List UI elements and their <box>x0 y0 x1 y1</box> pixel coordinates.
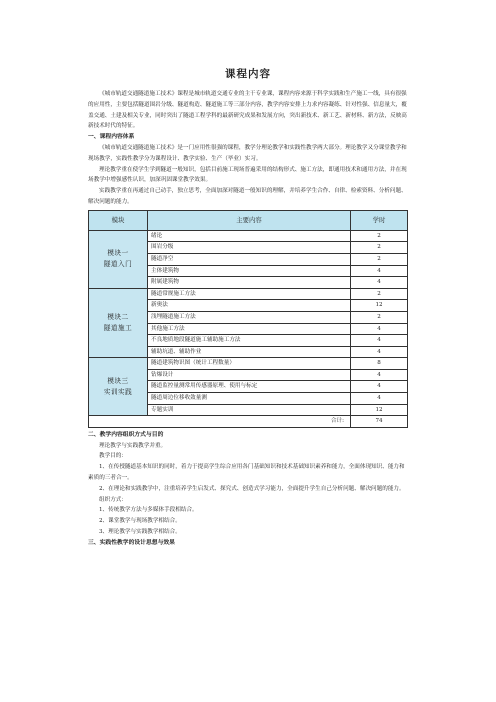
content-cell: 辅助坑道、辅助作业 <box>148 346 351 358</box>
hours-cell: 2 <box>351 288 408 300</box>
section-3-heading: 三、实践性教学的设计思想与效果 <box>88 539 175 546</box>
hours-cell: 2 <box>351 311 408 323</box>
content-cell: 主体建筑物 <box>148 265 351 277</box>
content-cell: 绪论 <box>148 230 351 242</box>
section-2-item-1: 1、在传授隧道基本知识的同时，着力于提高学生综合应用各门基础知识和技术基础知识素养和能力，全面体现知识、能力和素质的三者合一。 <box>88 464 405 482</box>
hours-cell: 4 <box>351 323 408 335</box>
course-content-table <box>88 210 408 428</box>
hours-cell: 12 <box>351 300 408 312</box>
page-title: 课程内容 <box>225 68 271 80</box>
content-cell: 不良地质地段隧道施工辅助施工方法 <box>148 335 351 347</box>
header-hours: 学时 <box>351 210 408 230</box>
content-cell: 隧道常规施工方法 <box>148 288 351 300</box>
section-2-heading: 二、教学内容组织方式与目的 <box>88 431 164 438</box>
hours-cell: 4 <box>351 381 408 393</box>
content-cell: 浅埋隧道施工方法 <box>148 311 351 323</box>
table-body <box>89 230 408 427</box>
section-2-item-2: 2、在理论和实践教学中，注重培养学生启发式、探究式、创造式学习能力，全面提升学生自己分析问题、解决问题的能力。 <box>99 485 405 492</box>
hours-cell: 8 <box>351 358 408 370</box>
module-name-cell: 模块二 隧道施工 <box>89 288 148 358</box>
content-cell: 钻爆设计 <box>148 369 351 381</box>
content-cell: 新奥法 <box>148 300 351 312</box>
hours-cell: 4 <box>351 265 408 277</box>
section-2-line-1: 理论教学与实践教学并重。 <box>99 442 167 449</box>
table-row <box>89 358 408 370</box>
section-1-paragraph-3: 实践教学重在再通过自己动手，独立思考，全面加深对隧道一般知识的理解，并培养学生合作、自律、检索资料、分析问题、解决问题的能力。 <box>88 188 407 205</box>
section-2-org-2: 2、课堂教学与现场教学相结合。 <box>99 518 181 525</box>
content-cell: 隧道周边位移收敛量测 <box>148 393 351 405</box>
table-total-row <box>89 416 408 428</box>
module-name-cell: 模块一 隧道入门 <box>89 230 148 288</box>
table-row <box>89 230 408 242</box>
hours-cell: 2 <box>351 253 408 265</box>
hours-cell: 4 <box>351 335 408 347</box>
content-cell: 隧道监控量测常用传感器原理、使用与标定 <box>148 381 351 393</box>
hours-cell: 2 <box>351 230 408 242</box>
table-row <box>89 288 408 300</box>
section-2-line-3: 组织方式： <box>99 496 127 503</box>
hours-cell: 4 <box>351 369 408 381</box>
content-cell: 围岩分级 <box>148 242 351 254</box>
content-cell: 专题实训 <box>148 404 351 416</box>
header-module: 模块 <box>89 210 148 230</box>
hours-cell: 12 <box>351 404 408 416</box>
total-value: 74 <box>351 416 408 428</box>
module-name-cell: 模块三 实训实践 <box>89 358 148 416</box>
table-header-row <box>89 210 408 230</box>
section-1-paragraph-2: 理论教学重在使学生学到隧道一般知识，包括目前施工现场普遍采用的结构形式、施工方法，即通用技术和通用方法，并在现场教学中增强感性认识，加深巩固课堂教学效果。 <box>88 166 407 184</box>
hours-cell: 2 <box>351 242 408 254</box>
section-2-org-3: 3、理论教学与实践教学相结合。 <box>99 529 181 536</box>
section-2-org-1: 1、传统教学方法与多媒体手段相结合。 <box>99 507 198 514</box>
content-cell: 附属建筑物 <box>148 277 351 289</box>
header-content: 主要内容 <box>148 210 351 230</box>
content-cell: 隧道建筑物识图（统计工程数量） <box>148 358 351 370</box>
section-1-paragraph-1: 《城市轨道交通隧道施工技术》是一门应用性很强的课程，教学分理论教学和实践性教学两大部分。理论教学又分课堂教学和现场教学，实践性教学分为课程设计、教学实验、生产（毕业）实习。 <box>88 144 407 162</box>
content-cell: 隧道净空 <box>148 253 351 265</box>
hours-cell: 4 <box>351 277 408 289</box>
total-label: 合计: <box>89 416 351 428</box>
document-page <box>88 66 408 549</box>
section-1-heading: 一、课程内容体系 <box>88 134 135 141</box>
section-2-line-2: 教学目的： <box>99 453 127 460</box>
content-cell: 其他施工方法 <box>148 323 351 335</box>
hours-cell: 4 <box>351 393 408 405</box>
intro-paragraph: 《城市轨道交通隧道施工技术》课程是城市轨道交通专业的主干专业课，课程内容来源于科学实践和生产施工一线，具有很强的应用性，主要包括隧道围岩分级、隧道构造、隧道施工等三部分内容，教学内容安排上力求内容凝练、针对性强、信息量大，覆盖交通、土建及相关专业，同时突出了隧道工程学科的最新研究成果和发展方向，突出新技术、新工艺、新材料、新方法，反映高新技术时代的特征。 <box>88 91 407 130</box>
hours-cell: 4 <box>351 346 408 358</box>
